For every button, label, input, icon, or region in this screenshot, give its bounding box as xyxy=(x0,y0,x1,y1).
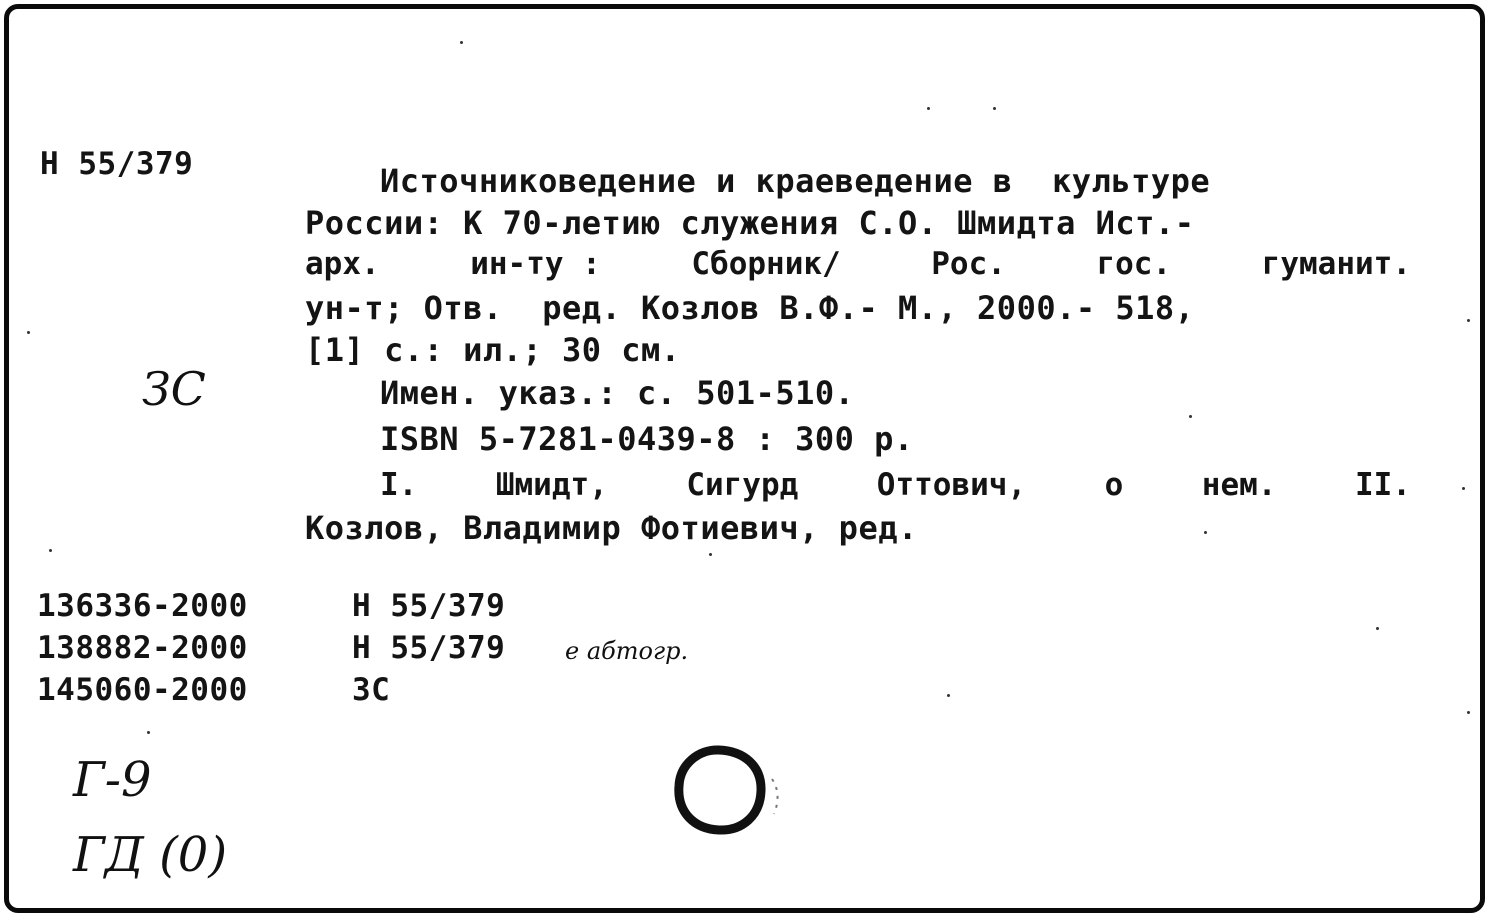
handwritten-note-1: Г-9 xyxy=(73,752,152,808)
scan-speck xyxy=(460,41,463,44)
title-line-3-word: гос. xyxy=(1096,246,1172,282)
scan-speck xyxy=(147,731,150,734)
subjects-line-1-word: нем. xyxy=(1201,467,1277,503)
title-line-4: ун-т; Отв. ред. Козлов В.Ф.- М., 2000.- 518, xyxy=(305,289,1195,327)
isbn-price: ISBN 5-7281-0439-8 : 300 р. xyxy=(380,420,914,458)
title-line-3-word: Сборник/ xyxy=(691,246,841,282)
scan-speck xyxy=(927,107,930,110)
note-name-index: Имен. указ.: с. 501-510. xyxy=(380,374,855,412)
shelfmark: Н 55/379 xyxy=(40,146,194,182)
subjects-line-1-word: о xyxy=(1104,467,1124,503)
subjects-line-1 xyxy=(380,467,1411,503)
holding-location: Н 55/379 xyxy=(352,630,506,666)
title-line-3-word: арх. xyxy=(305,246,380,282)
handwritten-location-mark: ЗС xyxy=(142,362,206,416)
subjects-line-1-word: I. xyxy=(380,467,418,503)
holding-location: ЗС xyxy=(352,672,391,708)
title-line-5: [1] с.: ил.; 30 см. xyxy=(305,331,681,369)
scan-speck xyxy=(1204,531,1207,534)
punch-hole xyxy=(664,734,784,854)
subjects-line-1-word: Сигурд xyxy=(686,467,799,503)
scan-speck xyxy=(993,107,996,110)
subjects-line-1-word: Оттович, xyxy=(876,467,1027,503)
holding-inventory: 136336-2000 xyxy=(37,588,248,624)
holding-handwritten-note: е абтогр. xyxy=(565,637,689,665)
subjects-line-1-word: Шмидт, xyxy=(495,467,608,503)
title-line-3-word: ин-ту : xyxy=(470,246,601,282)
scan-speck xyxy=(49,549,52,552)
title-line-3-word: Рос. xyxy=(931,246,1006,282)
subjects-line-1-word: II. xyxy=(1354,467,1411,503)
scan-speck xyxy=(1462,487,1465,490)
title-line-3 xyxy=(305,246,1411,282)
scan-speck xyxy=(1467,319,1470,322)
holding-location: Н 55/379 xyxy=(352,588,506,624)
title-line-1: Источниковедение и краеведение в культуре xyxy=(380,162,1211,200)
handwritten-note-2: ГД (0) xyxy=(73,827,228,883)
subjects-line-2: Козлов, Владимир Фотиевич, ред. xyxy=(305,509,918,547)
holding-inventory: 145060-2000 xyxy=(37,672,248,708)
scan-speck xyxy=(947,694,950,697)
scan-speck xyxy=(1189,415,1192,418)
scan-speck xyxy=(1376,627,1379,630)
title-line-2: России: К 70-летию служения С.О. Шмидта Ист.- xyxy=(305,204,1195,242)
scan-speck xyxy=(27,331,30,334)
holding-inventory: 138882-2000 xyxy=(37,630,248,666)
scan-speck xyxy=(709,553,712,556)
catalog-card xyxy=(4,4,1485,913)
title-line-3-word: гуманит. xyxy=(1261,246,1411,282)
scan-speck xyxy=(1467,711,1470,714)
